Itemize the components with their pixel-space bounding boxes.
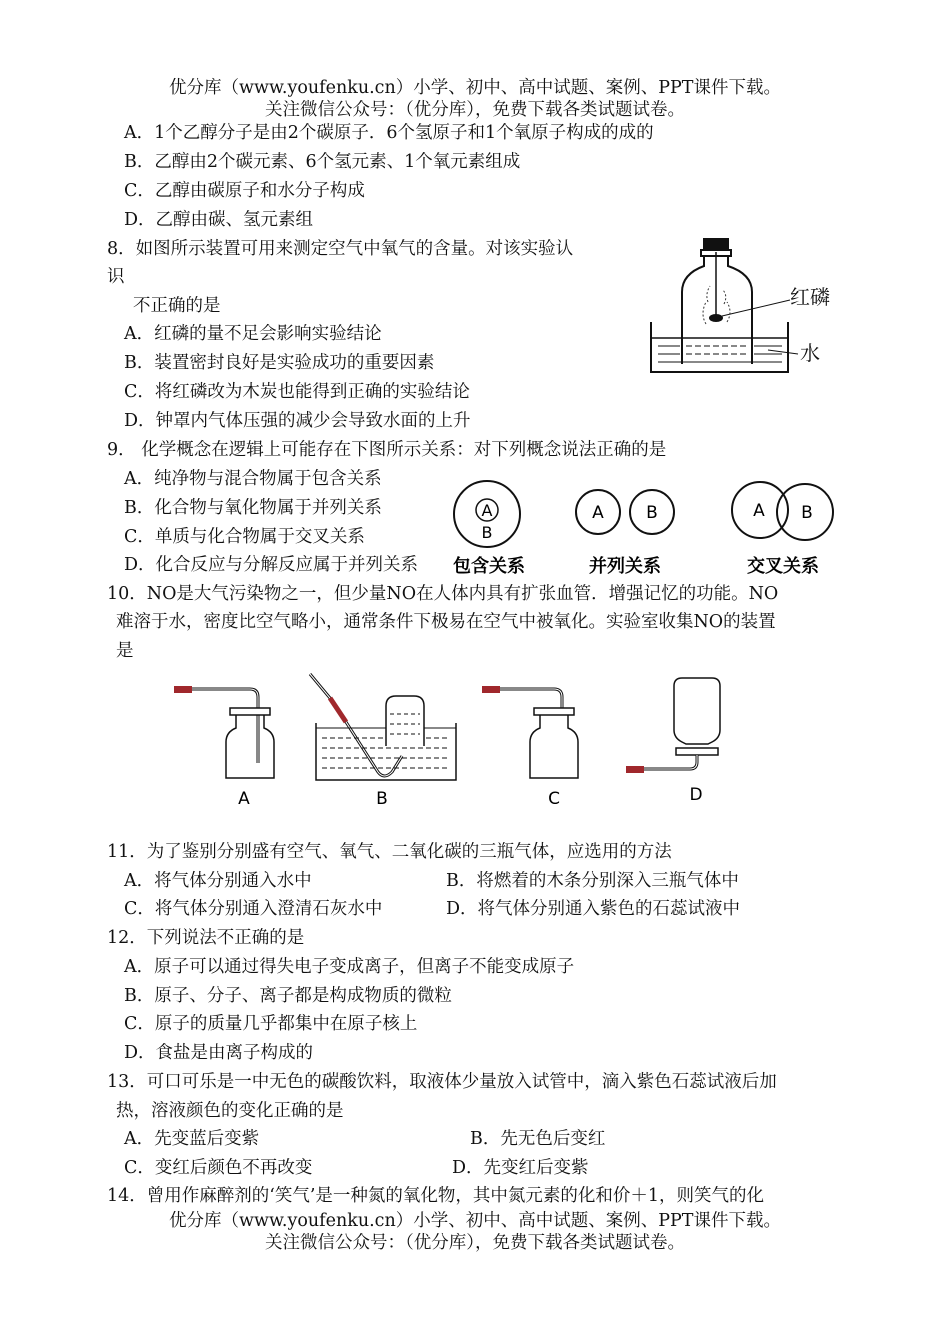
label-water: 水	[800, 341, 820, 365]
q14-stem-line-1: 14．曾用作麻醉剂的‘笑气’是一种氮的氧化物，其中氮元素的化和价＋1，则笑气的化	[107, 1186, 765, 1206]
q9-stem: 9． 化学概念在逻辑上可能存在下图所示关系：对下列概念说法正确的是	[107, 440, 667, 460]
parallel-label: 并列关系	[589, 556, 661, 577]
q11-option-a: A．将气体分别通入水中	[124, 871, 312, 891]
q9-option-b: B．化合物与氧化物属于并列关系	[124, 498, 382, 518]
q8-option-b: B．装置密封良好是实验成功的重要因素	[124, 353, 435, 373]
q8-stem-line-2: 识	[107, 267, 125, 287]
footer-line-1: 优分库（www.youfenku.cn）小学、初中、高中试题、案例、PPT课件下载。	[169, 1211, 781, 1231]
q9-option-c: C．单质与化合物属于交叉关系	[124, 527, 365, 547]
apparatus-a-label: A	[238, 789, 250, 809]
apparatus-d-label: D	[689, 785, 703, 805]
q7-option-c: C．乙醇由碳原子和水分子构成	[124, 181, 365, 201]
apparatus-c-label: C	[548, 789, 560, 809]
cross-b: B	[801, 503, 813, 523]
contain-b: B	[481, 523, 493, 542]
q13-option-c: C．变红后颜色不再改变	[124, 1158, 313, 1178]
q10-apparatus-figure	[170, 668, 740, 813]
q13-option-d: D．先变红后变紫	[452, 1158, 589, 1178]
containment-diagram	[453, 481, 525, 577]
apparatus-a	[174, 686, 274, 809]
q12-option-a: A．原子可以通过得失电子变成离子，但离子不能变成原子	[124, 957, 575, 977]
apparatus-b	[310, 674, 456, 809]
q11-option-c: C．将气体分别通入澄清石灰水中	[124, 899, 383, 919]
q13-stem-line-2: 热，溶液颜色的变化正确的是	[116, 1101, 344, 1121]
contain-a: A	[481, 501, 493, 520]
q7-option-b: B．乙醇由2个碳元素、6个氢元素、1个氧元素组成	[124, 152, 521, 172]
cross-a: A	[753, 501, 765, 521]
q11-option-b: B．将燃着的木条分别深入三瓶气体中	[446, 871, 739, 891]
footer-line-2: 关注微信公众号：（优分库），免费下载各类试题试卷。	[265, 1233, 685, 1253]
apparatus-c	[482, 686, 578, 809]
bell-jar	[682, 256, 752, 364]
header-line-1: 优分库（www.youfenku.cn）小学、初中、高中试题、案例、PPT课件下载。	[169, 78, 781, 98]
apparatus-d	[626, 678, 720, 805]
header-line-2: 关注微信公众号：（优分库），免费下载各类试题试卷。	[265, 100, 685, 120]
q8-option-d: D．钟罩内气体压强的减少会导致水面的上升	[124, 411, 471, 431]
apparatus-b-label: B	[376, 789, 388, 809]
q10-stem-line-3: 是	[116, 641, 134, 661]
q12-option-b: B．原子、分子、离子都是构成物质的微粒	[124, 986, 452, 1006]
q9-option-d: D．化合反应与分解反应属于并列关系	[124, 555, 419, 575]
q8-bell-jar-figure	[648, 232, 848, 382]
q12-option-d: D．食盐是由离子构成的	[124, 1043, 314, 1063]
q12-stem: 12．下列说法不正确的是	[107, 928, 305, 948]
q7-option-a: A．1个乙醇分子是由2个碳原子．6个氢原子和1个氧原子构成的成的	[124, 123, 654, 143]
q12-option-c: C．原子的质量几乎都集中在原子核上	[124, 1014, 418, 1034]
contain-label: 包含关系	[453, 556, 525, 577]
q11-option-d: D．将气体分别通入紫色的石蕊试液中	[446, 899, 741, 919]
phosphorus-spoon	[709, 314, 723, 322]
q8-option-c: C．将红磷改为木炭也能得到正确的实验结论	[124, 382, 470, 402]
parallel-a: A	[592, 503, 604, 523]
q13-option-b: B．先无色后变红	[470, 1129, 606, 1149]
water-trough	[651, 322, 788, 372]
parallel-b: B	[646, 503, 658, 523]
q11-stem: 11．为了鉴别分别盛有空气、氧气、二氧化碳的三瓶气体，应选用的方法	[107, 842, 672, 862]
q8-stem-line-1: 8．如图所示装置可用来测定空气中氧气的含量。对该实验认	[107, 239, 574, 259]
cross-label: 交叉关系	[747, 556, 819, 577]
label-red-phosphorus: 红磷	[790, 285, 830, 309]
q8-option-a: A．红磷的量不足会影响实验结论	[124, 324, 382, 344]
q13-stem-line-1: 13．可口可乐是一中无色的碳酸饮料，取液体少量放入试管中，滴入紫色石蕊试液后加	[107, 1072, 777, 1092]
q13-option-a: A．先变蓝后变紫	[124, 1129, 260, 1149]
q9-option-a: A．纯净物与混合物属于包含关系	[124, 469, 382, 489]
parallel-diagram	[576, 490, 674, 577]
q8-stem-line-3: 不正确的是	[133, 296, 221, 316]
q10-stem-line-2: 难溶于水，密度比空气略小，通常条件下极易在空气中被氧化。实验室收集NO的装置	[116, 612, 776, 632]
q9-relation-figures	[445, 472, 845, 580]
q10-stem-line-1: 10．NO是大气污染物之一，但少量NO在人体内具有扩张血管．增强记忆的功能。NO	[107, 584, 779, 604]
intersection-diagram	[732, 482, 833, 577]
q7-option-d: D．乙醇由碳、氢元素组	[124, 210, 314, 230]
